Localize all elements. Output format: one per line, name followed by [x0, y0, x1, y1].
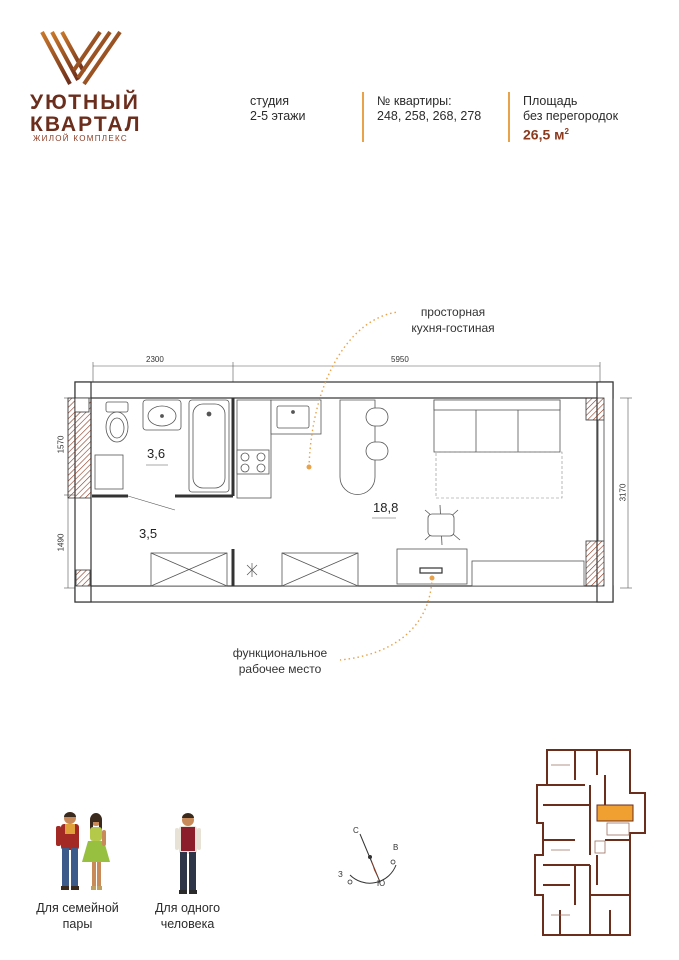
compass-west: З	[338, 870, 343, 879]
wall-column	[586, 398, 604, 420]
workplace-callout	[220, 645, 340, 677]
wall-column	[586, 541, 604, 586]
wall-column	[68, 398, 91, 498]
single-caption-line2: человека	[160, 917, 215, 931]
dim-left-lower: 1490	[56, 533, 66, 552]
area-value: 26,5 $м^2$	[523, 126, 569, 143]
workplace-callout-line1: функциональное	[232, 646, 328, 660]
kitchen-callout-dot	[307, 465, 312, 470]
dim-top-left: 2300	[146, 355, 164, 364]
couple-caption-line2: пары	[62, 917, 93, 931]
sofa	[434, 400, 560, 452]
workplace-callout-line2: рабочее место	[238, 662, 322, 676]
room-area-living: 18,8	[373, 500, 399, 515]
desk-monitor	[420, 568, 442, 573]
area-subtitle: без перегородок	[523, 109, 619, 123]
brand-subtitle: ЖИЛОЙ КОМПЛЕКС	[33, 134, 128, 143]
stove-icon	[237, 450, 269, 474]
workplace-callout-dot	[430, 576, 435, 581]
chair-icon	[425, 505, 460, 545]
rug	[436, 452, 562, 498]
compass-north: С	[353, 826, 359, 835]
type-label: студия	[250, 94, 289, 108]
door-swing	[128, 496, 175, 510]
ceiling-light-icon	[247, 563, 257, 577]
kitchen-callout-line1: просторная	[420, 305, 486, 319]
single-figure-icon	[172, 812, 204, 897]
dim-right: 3170	[618, 483, 628, 502]
kitchen-callout	[398, 304, 508, 336]
single-caption-line1: Для одного	[154, 901, 221, 915]
wardrobes	[151, 553, 584, 586]
couple-caption	[20, 900, 135, 932]
single-caption	[135, 900, 240, 932]
brand-name-line2: КВАРТАЛ	[30, 113, 142, 136]
dim-top-right: 5950	[391, 355, 409, 364]
brand-name-line1: УЮТНЫЙ	[30, 91, 140, 114]
couple-caption-line1: Для семейной	[36, 901, 119, 915]
area-title: Площадь	[523, 94, 578, 108]
apt-numbers: 248, 258, 268, 278	[377, 109, 482, 123]
compass-south: Ю	[377, 879, 386, 888]
apt-title: № квартиры:	[377, 94, 452, 108]
compass-icon	[340, 820, 410, 900]
floors-label: 2-5 этажи	[250, 109, 306, 123]
compass-east: В	[393, 843, 399, 852]
sink-icon	[143, 400, 181, 430]
toilet-icon	[106, 402, 128, 442]
couple-figure-icon	[48, 810, 118, 895]
bar-table	[340, 400, 388, 495]
bathtub-icon	[189, 400, 229, 492]
kitchen-callout-line2: кухня-гостиная	[411, 321, 495, 335]
room-area-bathroom: 3,6	[147, 446, 166, 461]
washing-machine	[95, 455, 123, 489]
kitchen-counter	[237, 400, 321, 498]
building-key-plan	[515, 745, 665, 945]
dim-left-upper: 1570	[56, 435, 66, 454]
highlighted-unit	[597, 805, 633, 821]
wall-column	[76, 570, 90, 586]
room-area-hallway: 3,5	[139, 526, 158, 541]
